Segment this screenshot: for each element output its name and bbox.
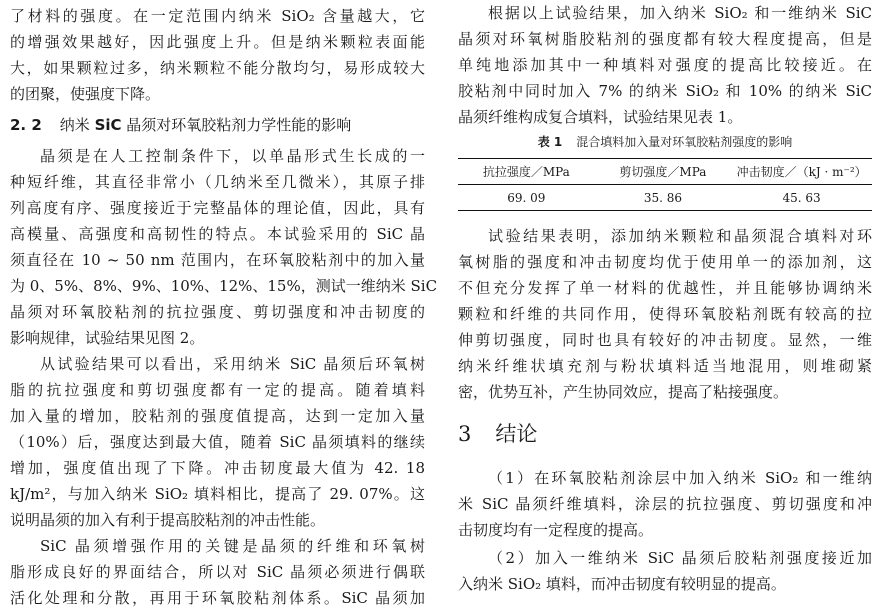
- text-line: 加入量的增加，胶粘剂的强度值提高，达到一定加入量: [10, 407, 425, 425]
- text-line: 晶须对环氧树脂胶粘剂的强度都有较大程度提高，但是: [458, 30, 872, 48]
- table-cell: 69. 09: [507, 190, 546, 205]
- text-line: 晶须是在人工控制条件下，以单晶形式生长成的一: [40, 147, 425, 165]
- section-title-part: 纳米: [59, 116, 95, 134]
- text-line: 列高度有序、强度接近于完整晶体的理论值，因此，具有: [10, 199, 425, 217]
- text-line: 入纳米 SiO₂ 填料，而冲击韧度有较明显的提高。: [458, 575, 786, 593]
- table-header-cell: 剪切强度／MPa: [619, 165, 707, 179]
- text-line: 击韧度均有一定程度的提高。: [458, 521, 654, 539]
- text-line: 高模量、高强度和高韧性的特点。本试验采用的 SiC 晶: [10, 225, 425, 243]
- section-number: 3: [458, 422, 472, 446]
- text-line: 为 0、5%、8%、9%、10%、12%、15%，测试一维纳米 SiC: [10, 277, 438, 295]
- text-line: （10%）后，强度达到最大值，随着 SiC 晶须填料的继续: [10, 433, 425, 451]
- text-line: 晶须纤维构成复合填料，试验结果见表 1。: [458, 108, 743, 126]
- text-line: 颗粒和纤维的共同作用，使得环氧胶粘剂既有较高的拉: [458, 305, 872, 323]
- section-number: 2. 2: [10, 116, 42, 134]
- text-line: SiC 晶须增强作用的关键是晶须的纤维和环氧树: [40, 537, 425, 555]
- text-line: 影响规律，试验结果见图 2。: [10, 329, 205, 347]
- section-heading-3: [458, 418, 537, 450]
- text-line: 增加，强度值出现了下降。冲击韧度最大值为 42. 18: [10, 459, 425, 477]
- text-line: 单纯地添加其中一种填料对强度的提高比较接近。在: [458, 56, 872, 74]
- text-line: 脂的抗拉强度和剪切强度都有一定的提高。随着填料: [10, 381, 425, 399]
- table-header-cell: 冲击韧度／（kJ · m⁻²）: [736, 165, 867, 179]
- text-line: 伸剪切强度，同时也具有较好的冲击韧度。显然，一维: [458, 331, 872, 349]
- text-line: 密，优势互补，产生协同效应，提高了粘接强度。: [458, 383, 789, 401]
- table-cell: 45. 63: [782, 190, 821, 205]
- table-caption: [458, 132, 872, 152]
- text-line: 从试验结果可以看出，采用纳米 SiC 晶须后环氧树: [40, 355, 425, 373]
- text-line: kJ/m²，与加入纳米 SiO₂ 填料相比，提高了 29. 07%。这: [10, 485, 425, 503]
- text-line: 试验结果表明，添加纳米颗粒和晶须混合填料对环: [488, 227, 872, 245]
- section-title: 结论: [495, 422, 538, 446]
- table-header-row: [458, 159, 872, 185]
- text-line: 晶须对环氧胶粘剂的抗拉强度、剪切强度和冲击韧度的: [10, 303, 425, 321]
- text-line: 的增强效果越好，因此强度上升。但是纳米颗粒表面能: [10, 33, 425, 51]
- text-line: 氧树脂的强度和冲击韧度均优于使用单一的添加剂，这: [458, 253, 872, 271]
- text-line: 说明晶须的加入有利于提高胶粘剂的冲击性能。: [10, 511, 326, 529]
- table-caption-label: 表 1: [537, 135, 563, 149]
- text-line: 米 SiC 晶须纤维填料，涂层的抗拉强度、剪切强度和冲: [458, 495, 872, 513]
- table-cell: 35. 86: [643, 190, 682, 205]
- text-line: 种短纤维，其直径非常小（几纳米至几微米），其原子排: [10, 173, 425, 191]
- text-line: （2）加入一维纳米 SiC 晶须后胶粘剂强度接近加: [488, 549, 872, 567]
- section-title-bold: SiC: [94, 116, 122, 134]
- results-table: [458, 158, 872, 211]
- text-line: （1）在环氧胶粘剂涂层中加入纳米 SiO₂ 和一维纳: [488, 469, 872, 487]
- text-line: 大，如果颗粒过多，纳米颗粒不能分散均匀，易形成较大: [10, 59, 425, 77]
- table-header-cell: 抗拉强度／MPa: [482, 165, 570, 179]
- text-line: 活化处理和分散，再用于环氧胶粘剂体系。SiC 晶须加: [10, 589, 425, 607]
- text-line: 了材料的强度。在一定范围内纳米 SiO₂ 含量越大，它: [10, 7, 425, 25]
- text-line: 不但充分发挥了单一材料的优越性，并且能够协调纳米: [458, 279, 872, 297]
- table-row: [458, 185, 872, 211]
- section-heading-2-2: [10, 112, 351, 138]
- section-title-part: 晶须对环氧胶粘剂力学性能的影响: [121, 116, 352, 134]
- text-line: 的团聚，使强度下降。: [10, 85, 161, 103]
- table-caption-text: 混合填料加入量对环氧胶粘剂强度的影响: [576, 135, 793, 149]
- text-line: 须直径在 10 ~ 50 nm 范围内，在环氧胶粘剂中的加入量: [10, 251, 425, 269]
- text-line: 胶粘剂中同时加入 7% 的纳米 SiO₂ 和 10% 的纳米 SiC: [458, 82, 872, 100]
- text-line: 根据以上试验结果，加入纳米 SiO₂ 和一维纳米 SiC: [488, 4, 872, 22]
- text-line: 脂形成良好的界面结合，所以对 SiC 晶须必须进行偶联: [10, 563, 425, 581]
- text-line: 纳米纤维状填充剂与粉状填料适当地混用，则堆砌紧: [458, 357, 872, 375]
